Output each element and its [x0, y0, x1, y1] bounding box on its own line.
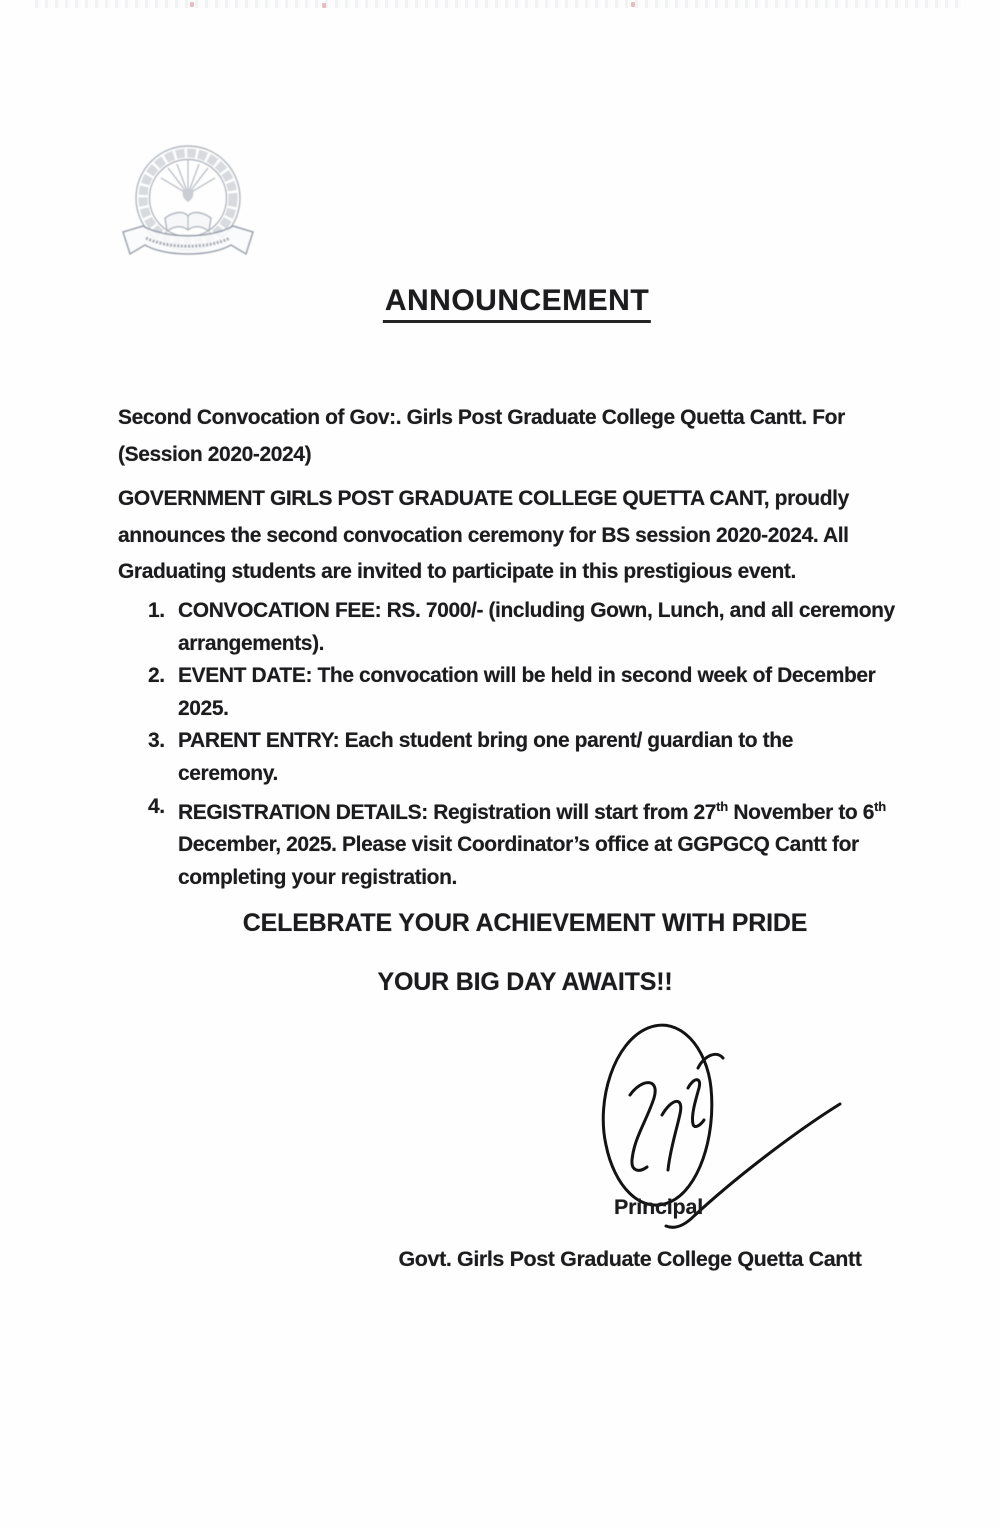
- list-number: 4.: [148, 794, 165, 818]
- page-title: ANNOUNCEMENT: [383, 284, 651, 323]
- list-number: 2.: [148, 664, 165, 688]
- registration-text: November to 6: [727, 800, 875, 824]
- list-number: 1.: [148, 599, 165, 622]
- signatory-title: Principal: [614, 1195, 704, 1219]
- list-number: 3.: [148, 729, 165, 753]
- body-line: GOVERNMENT GIRLS POST GRADUATE COLLEGE QUETTA CANT, proudly: [118, 487, 849, 510]
- slogan-big-day: YOUR BIG DAY AWAITS!!: [377, 968, 673, 996]
- scan-speck: [631, 2, 635, 7]
- list-item-convocation-fee: [148, 595, 895, 660]
- scan-artifact-strip: [35, 0, 965, 8]
- ordinal-suffix: th: [874, 798, 886, 814]
- body-line: Graduating students are invited to participate in this prestigious event.: [118, 560, 796, 583]
- registration-text: REGISTRATION DETAILS: Registration will start from 27: [178, 800, 717, 824]
- list-item-parent-entry: [148, 725, 895, 790]
- list-line: [178, 791, 886, 830]
- scan-speck: [322, 3, 326, 8]
- list-line: ceremony.: [178, 761, 278, 785]
- ordinal-suffix: th: [716, 798, 728, 814]
- list-line: CONVOCATION FEE: RS. 7000/- (including Gown, Lunch, and all ceremony: [178, 599, 895, 622]
- college-seal-logo: [113, 142, 263, 277]
- list-item-event-date: [148, 660, 895, 725]
- details-list: [148, 595, 895, 894]
- intro-paragraph: [118, 399, 845, 473]
- list-line: PARENT ENTRY: Each student bring one parent/ guardian to the: [178, 729, 793, 753]
- body-paragraph: [118, 481, 849, 591]
- signatory-organization: Govt. Girls Post Graduate College Quetta Cantt: [398, 1247, 862, 1271]
- list-item-registration-details: [148, 791, 895, 895]
- body-line: announces the second convocation ceremony for BS session 2020-2024. All: [118, 523, 849, 547]
- list-line: 2025.: [178, 696, 229, 720]
- scan-speck: [190, 2, 194, 7]
- slogan-celebrate: CELEBRATE YOUR ACHIEVEMENT WITH PRIDE: [242, 909, 808, 937]
- list-line: December, 2025. Please visit Coordinator’s office at GGPGCQ Cantt for: [178, 833, 859, 857]
- list-line: completing your registration.: [178, 865, 457, 889]
- intro-line: (Session 2020-2024): [118, 443, 312, 466]
- list-line: arrangements).: [178, 631, 325, 655]
- intro-line: Second Convocation of Gov:. Girls Post Graduate College Quetta Cantt. For: [118, 406, 845, 429]
- list-line: EVENT DATE: The convocation will be held in second week of December: [178, 664, 876, 688]
